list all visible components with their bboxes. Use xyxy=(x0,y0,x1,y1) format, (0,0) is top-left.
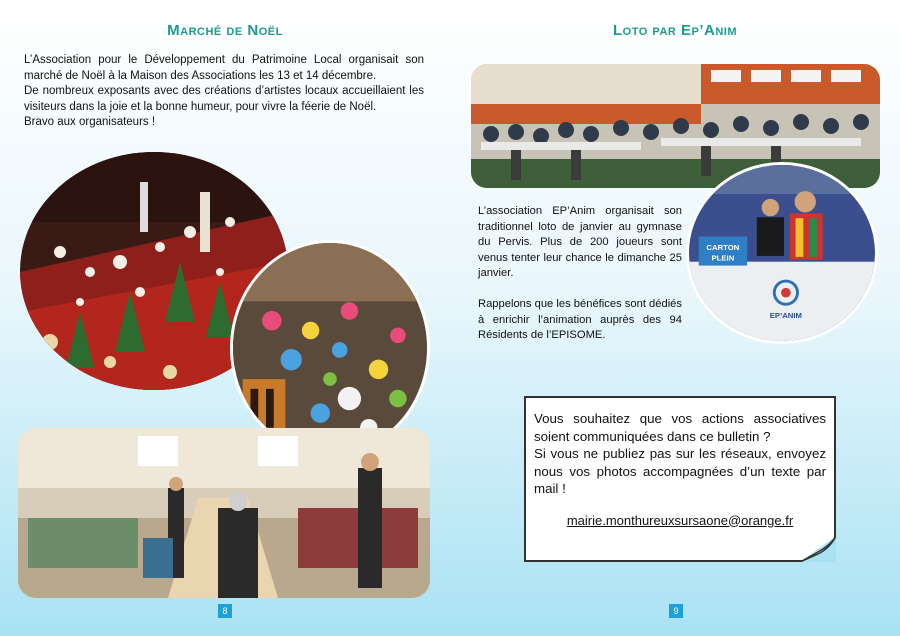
epanim-banner-logo: EP’ANIM xyxy=(769,310,803,320)
left-paragraph-1: L’Association pour le Développement du Patrimoine Local organisait son marché de Noël à la Maison des Associations les 13 et 14 décembre. xyxy=(24,54,424,82)
left-article-text xyxy=(24,53,424,131)
info-box-text-2: Si vous ne publiez pas sur les réseaux, envoyez nous vos photos accompagnées d’un texte par mail ! xyxy=(534,446,826,496)
right-paragraph-2: Rappelons que les bénéfices sont dédiés à enrichir l’animation auprès des 94 Résidents de l’EPISOME. xyxy=(478,297,683,342)
left-paragraph-2: De nombreux exposants avec des créations d’artistes locaux accueillaient les visiteurs dans la joie et la bonne humeur, pour vivre la féerie de Noël. xyxy=(24,85,424,113)
carton-sign-line1: CARTON xyxy=(706,243,740,253)
right-page-number: 9 xyxy=(669,604,683,618)
christmas-market-photo-2 xyxy=(230,240,430,456)
page-curl-icon xyxy=(800,536,836,562)
carton-sign-line2: PLEIN xyxy=(711,253,735,263)
loto-stage-photo xyxy=(686,162,878,344)
left-paragraph-3: Bravo aux organisateurs ! xyxy=(24,116,156,128)
right-paragraph-1: L’association EP’Anim organisait son traditionnel loto de janvier au gymnase du Pervis. Plus de 200 joueurs sont venus tenter leur chance le dimanche 25 janvier. xyxy=(478,205,682,280)
submission-info-box xyxy=(524,396,836,562)
contact-email-link[interactable]: mairie.monthureuxsursaone@orange.fr xyxy=(566,512,794,528)
right-article-text xyxy=(478,204,682,359)
left-page-number: 8 xyxy=(218,604,232,618)
left-page-title: Marché de Noël xyxy=(167,22,283,39)
christmas-market-hall-photo xyxy=(18,428,430,598)
info-box-text-1: Vous souhaitez que vos actions associatives soient communiquées dans ce bulletin ? xyxy=(534,411,826,444)
right-page-title: Loto par Ep’Anim xyxy=(612,22,738,39)
